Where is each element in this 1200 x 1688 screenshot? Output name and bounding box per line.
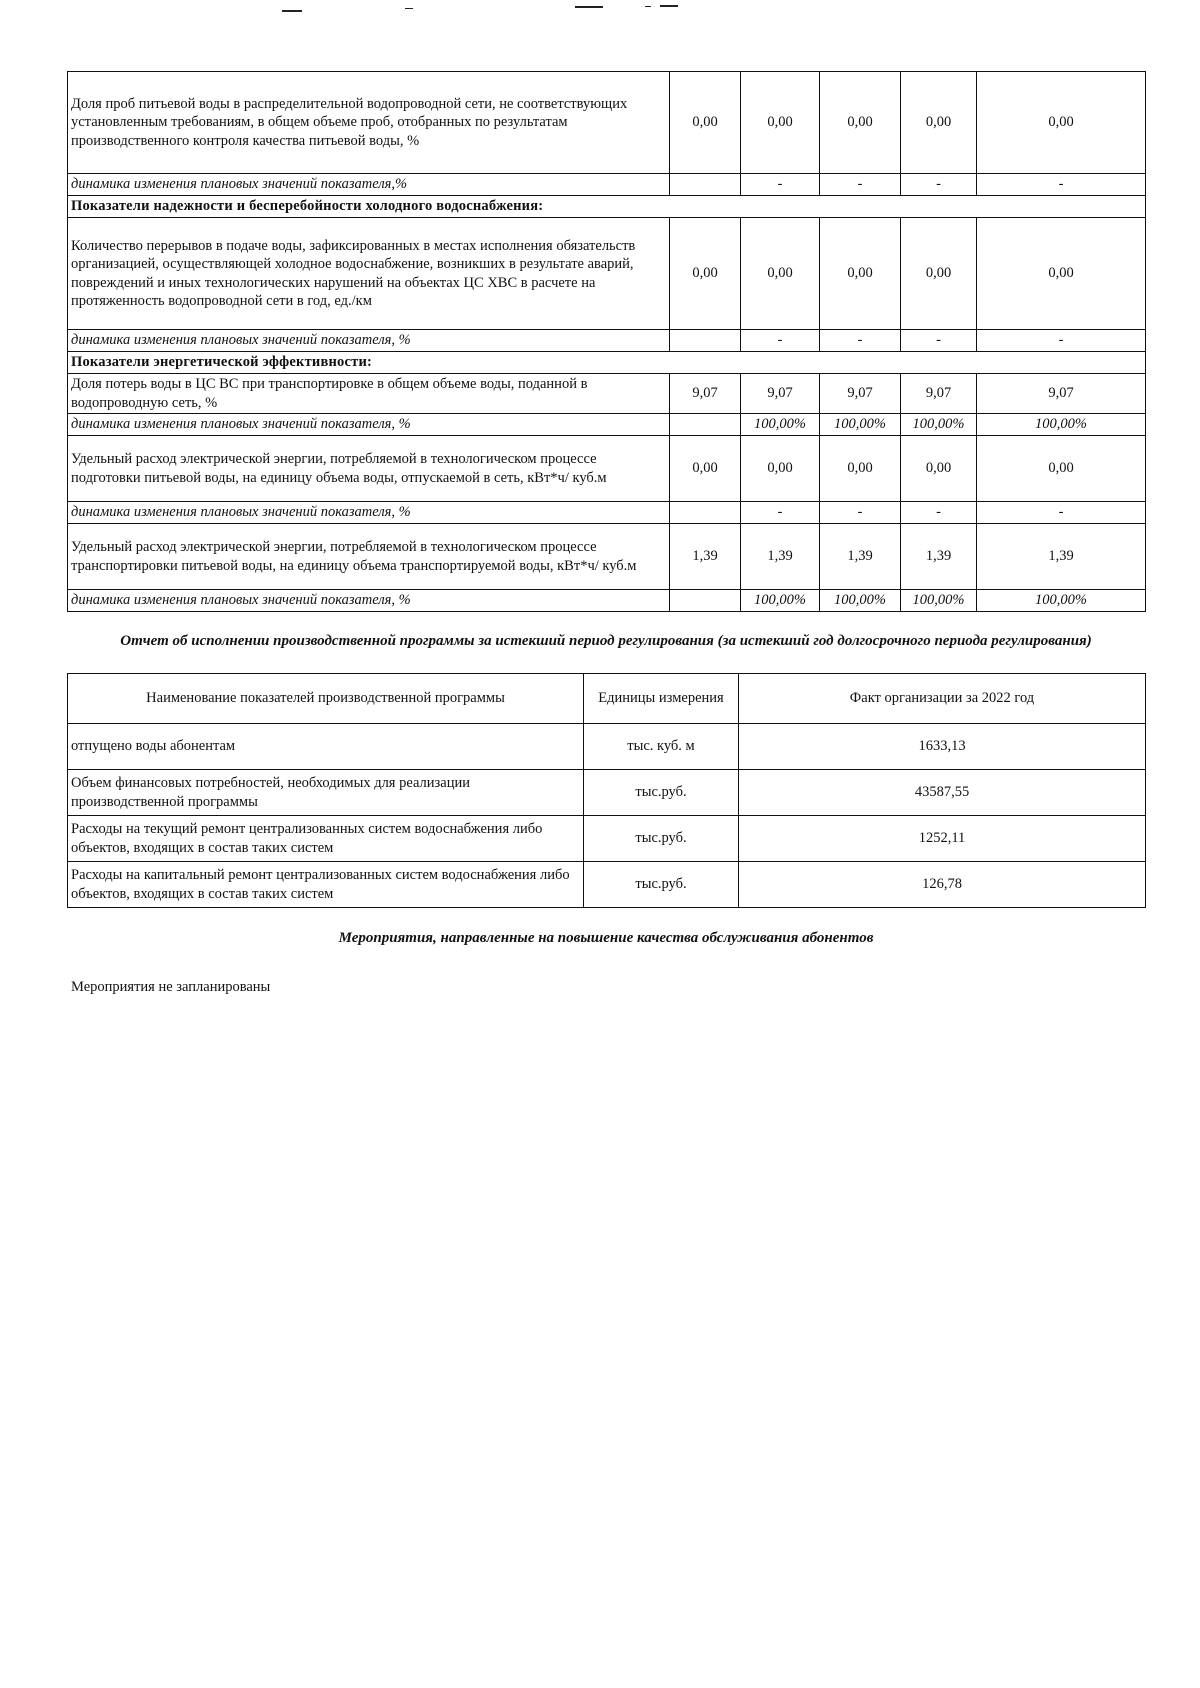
indicator-label: Удельный расход электрической энергии, потребляемой в технологическом процессе транспортировки питьевой воды, на единицу объема транспортируемой воды, кВт*ч/ куб.м	[68, 524, 670, 590]
indicator-value: 100,00%	[901, 414, 977, 436]
indicator-row	[68, 524, 1146, 590]
indicator-value: 100,00%	[820, 590, 901, 612]
dynamics-row	[68, 590, 1146, 612]
indicator-value: 100,00%	[901, 590, 977, 612]
program-value: 126,78	[739, 862, 1146, 908]
indicator-value: 9,07	[977, 374, 1146, 414]
indicator-value: 9,07	[741, 374, 820, 414]
indicator-row	[68, 218, 1146, 330]
program-header-row	[68, 674, 1146, 724]
measures-text: Мероприятия не запланированы	[71, 979, 271, 995]
indicator-value: 0,00	[977, 436, 1146, 502]
indicator-value: -	[901, 502, 977, 524]
indicator-value: -	[741, 502, 820, 524]
indicator-label: динамика изменения плановых значений показателя, %	[68, 502, 670, 524]
indicator-value: 100,00%	[977, 590, 1146, 612]
indicator-value: 0,00	[820, 436, 901, 502]
program-unit: тыс.руб.	[584, 862, 739, 908]
indicator-value: 100,00%	[741, 590, 820, 612]
indicator-row	[68, 374, 1146, 414]
program-label: отпущено воды абонентам	[68, 724, 584, 770]
indicator-value: 0,00	[901, 72, 977, 174]
indicator-value	[670, 502, 741, 524]
program-label: Объем финансовых потребностей, необходимых для реализации производственной программы	[68, 770, 584, 816]
section-row	[68, 352, 1146, 374]
dynamics-row	[68, 174, 1146, 196]
program-unit: тыс.руб.	[584, 816, 739, 862]
program-row	[68, 770, 1146, 816]
indicator-value: 0,00	[820, 218, 901, 330]
indicator-value: -	[741, 174, 820, 196]
indicators-body	[68, 72, 1146, 612]
indicator-row	[68, 436, 1146, 502]
indicator-value: 0,00	[901, 218, 977, 330]
measures-caption: Мероприятия, направленные на повышение качества обслуживания абонентов	[338, 930, 874, 946]
dynamics-row	[68, 330, 1146, 352]
indicator-value: 1,39	[977, 524, 1146, 590]
indicator-value: 9,07	[670, 374, 741, 414]
indicator-value: 100,00%	[977, 414, 1146, 436]
header-fact: Факт организации за 2022 год	[739, 674, 1146, 724]
indicator-value: 0,00	[977, 218, 1146, 330]
indicator-value: 0,00	[977, 72, 1146, 174]
indicator-value: -	[977, 502, 1146, 524]
indicator-label: динамика изменения плановых значений показателя,%	[68, 174, 670, 196]
section-row	[68, 196, 1146, 218]
indicator-value: -	[977, 174, 1146, 196]
indicator-label: Удельный расход электрической энергии, потребляемой в технологическом процессе подготовки питьевой воды, на единицу объема воды, отпускаемой в сеть, кВт*ч/ куб.м	[68, 436, 670, 502]
program-label: Расходы на текущий ремонт централизованных систем водоснабжения либо объектов, входящих в состав таких систем	[68, 816, 584, 862]
program-row	[68, 724, 1146, 770]
indicator-value: 100,00%	[820, 414, 901, 436]
indicator-value: 0,00	[741, 436, 820, 502]
program-label: Расходы на капитальный ремонт централизованных систем водоснабжения либо объектов, входящих в состав таких систем	[68, 862, 584, 908]
indicator-value: 0,00	[670, 436, 741, 502]
indicator-value: -	[820, 330, 901, 352]
indicators-table	[67, 71, 1146, 612]
indicator-value: 1,39	[741, 524, 820, 590]
indicator-value: 1,39	[901, 524, 977, 590]
program-table	[67, 673, 1146, 908]
indicator-label: динамика изменения плановых значений показателя, %	[68, 590, 670, 612]
indicator-value: 9,07	[901, 374, 977, 414]
program-value: 1633,13	[739, 724, 1146, 770]
indicator-label: динамика изменения плановых значений показателя, %	[68, 330, 670, 352]
indicator-label: динамика изменения плановых значений показателя, %	[68, 414, 670, 436]
program-value: 1252,11	[739, 816, 1146, 862]
dynamics-row	[68, 414, 1146, 436]
indicator-value: 0,00	[670, 218, 741, 330]
header-unit: Единицы измерения	[584, 674, 739, 724]
indicator-value: -	[741, 330, 820, 352]
indicator-label: Доля проб питьевой воды в распределительной водопроводной сети, не соответствующих установленным требованиям, в общем объеме проб, отобранных по результатам производственного контроля качества питьевой воды, %	[68, 72, 670, 174]
program-value: 43587,55	[739, 770, 1146, 816]
indicator-value	[670, 414, 741, 436]
section-title: Показатели надежности и бесперебойности холодного водоснабжения:	[68, 196, 1146, 218]
program-row	[68, 816, 1146, 862]
indicator-value	[670, 590, 741, 612]
indicator-value: 0,00	[741, 72, 820, 174]
indicator-value: -	[820, 174, 901, 196]
header-name: Наименование показателей производственной программы	[68, 674, 584, 724]
report-caption: Отчет об исполнении производственной программы за истекший период регулирования (за истекший год долгосрочного периода регулирования)	[120, 633, 1092, 649]
indicator-value: -	[901, 330, 977, 352]
scan-artifacts	[0, 0, 1200, 20]
indicator-value: 1,39	[670, 524, 741, 590]
dynamics-row	[68, 502, 1146, 524]
indicator-value: 9,07	[820, 374, 901, 414]
program-unit: тыс.руб.	[584, 770, 739, 816]
indicator-value	[670, 330, 741, 352]
indicator-value: -	[820, 502, 901, 524]
indicator-value: 0,00	[670, 72, 741, 174]
indicator-value: 100,00%	[741, 414, 820, 436]
indicator-value: 0,00	[741, 218, 820, 330]
program-row	[68, 862, 1146, 908]
indicator-value	[670, 174, 741, 196]
program-body	[68, 724, 1146, 908]
indicator-value: 0,00	[901, 436, 977, 502]
indicator-label: Количество перерывов в подаче воды, зафиксированных в местах исполнения обязательств организацией, осуществляющей холодное водоснабжение, возникших в результате аварий, повреждений и иных технологических нарушений на объектах ЦС ХВС в расчете на протяженность водопроводной сети в год, ед./км	[68, 218, 670, 330]
section-title: Показатели энергетической эффективности:	[68, 352, 1146, 374]
indicator-value: 0,00	[820, 72, 901, 174]
program-unit: тыс. куб. м	[584, 724, 739, 770]
indicator-row	[68, 72, 1146, 174]
indicator-label: Доля потерь воды в ЦС ВС при транспортировке в общем объеме воды, поданной в водопроводную сеть, %	[68, 374, 670, 414]
indicator-value: 1,39	[820, 524, 901, 590]
indicator-value: -	[977, 330, 1146, 352]
indicator-value: -	[901, 174, 977, 196]
